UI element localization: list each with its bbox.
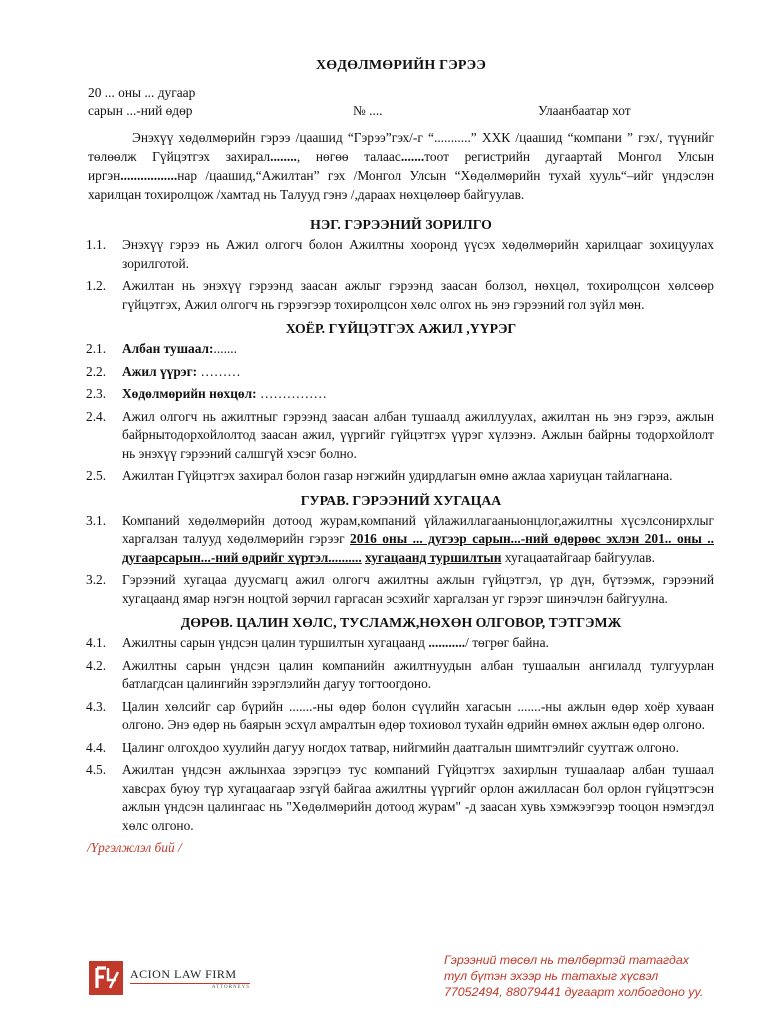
- clause-text: [122, 363, 714, 382]
- intro-paragraph: [88, 128, 714, 204]
- clause-4-1: [86, 634, 714, 653]
- clause-text-part: Ажилтны сарын үндсэн цалин туршилтын хугацаанд: [122, 635, 429, 650]
- clause-text: Цалинг олгохдоо хуулийн дагуу ногдох татвар, нийгмийн даатгалын шимтгэлийг суутгаж олгоно.: [122, 739, 679, 755]
- clause-blank: .......: [213, 341, 237, 356]
- document-title: ХӨДӨЛМӨРИЙН ГЭРЭЭ: [315, 58, 487, 73]
- download-note-line-2: тул бүтэн эхээр нь татахыг хүсвэл: [444, 969, 659, 983]
- clause-text-part: хугацаатайгаар байгуулав.: [501, 549, 655, 565]
- clause-number: 2.5.: [86, 468, 107, 483]
- law-firm-logo-icon: [88, 960, 124, 996]
- download-note-line-1: Гэрээний төсөл нь төлбөртэй татагдах: [444, 953, 689, 967]
- clause-number: 4.3.: [86, 698, 107, 714]
- clause-text: Ажил олгогч нь ажилтныг гэрээнд заасан албан тушаалд ажиллуулах, ажилтан нь энэ гэрээ, ажлын байрнытодорхойлолтод заасан ажил, үүргийг гүйцэтгэх үүрэг хүлээнэ. Ажлын байрны тодорхойлолт нь энэхүү гэрээний салшгүй хэсэг болно.: [122, 408, 714, 461]
- section-1-title: НЭГ. ГЭРЭЭНИЙ ЗОРИЛГО: [310, 217, 492, 232]
- section-3-title: ГУРАВ. ГЭРЭЭНИЙ ХУГАЦАА: [300, 492, 502, 508]
- clause-label: Ажил үүрэг:: [122, 363, 198, 379]
- clause-text: Ажилтан Гүйцэтгэх захирал болон газар нэгжийн удирдлагын өмнө ажлаа хариуцан тайлагнана.: [122, 468, 673, 483]
- download-note-line-3: 77052494, 88079441 дугаарт холбогдоно уу.: [444, 985, 704, 999]
- header-date: сарын ...-ний өдөр: [88, 103, 193, 118]
- clause-2-4: [86, 408, 714, 464]
- clause-number: 4.2.: [86, 657, 107, 673]
- clause-number: 4.4.: [86, 739, 107, 755]
- clause-4-3: [86, 698, 714, 735]
- clause-4-4: [86, 739, 714, 758]
- clause-number: 2.2.: [86, 363, 107, 379]
- clause-blank: ...........: [428, 635, 466, 650]
- clause-text: Ажилтан нь энэхүү гэрээнд заасан ажлыг гэрээнд заасан болзол, нөхцөл, тохиролцсон хөлсөөр гүйцэтгэх, Ажил олгогч нь гэрээгээр тохиролцсон хөлс олгох нь энэ гэрээний гол зүйл мөн.: [122, 278, 714, 312]
- intro-blank-2: .......: [400, 149, 425, 164]
- download-note: [444, 952, 744, 1000]
- clause-number: 2.3.: [86, 386, 107, 401]
- clause-number: 3.1.: [86, 512, 107, 528]
- clause-text: Гэрээний хугацаа дуусмагц ажил олгогч ажилтны ажлын гүйцэтгэл, үр дүн, бүтээмж, гэрээний хугацаанд ямар нэгэн ноцтой зөрчил гаргасан эсэхийг харгалзан уг гэрээг шинэчлэн байгуулна.: [122, 572, 714, 606]
- intro-text-3: тоот регистрийн дугаартай Монгол Улсын иргэн: [88, 149, 714, 183]
- section-2-title: ХОЁР. ГҮЙЦЭТГЭХ АЖИЛ ,ҮҮРЭГ: [285, 321, 517, 336]
- clause-3-2: [86, 571, 714, 608]
- clause-number: 1.2.: [86, 278, 107, 293]
- logo-divider: [130, 983, 250, 984]
- clause-number: 3.2.: [86, 572, 107, 587]
- section-4-title: ДӨРӨВ. ЦАЛИН ХӨЛС, ТУСЛАМЖ,НӨХӨН ОЛГОВОР, ТЭТГЭМЖ: [180, 615, 622, 630]
- intro-blank-1: ........: [270, 149, 297, 164]
- clause-text: [122, 634, 714, 653]
- law-firm-subtitle: ATTORNEYS: [211, 984, 250, 990]
- clause-number: 2.4.: [86, 408, 107, 424]
- clause-probation: хугацаанд туршилтын: [365, 549, 502, 565]
- clause-text: Энэхүү гэрээ нь Ажил олгогч болон Ажилтны хооронд үүсэх хөдөлмөрийн харилцааг зохицуулах зорилготой.: [122, 237, 714, 271]
- clause-4-2: [86, 657, 714, 694]
- clause-4-5: [86, 761, 714, 835]
- header-city: Улаанбаатар хот: [538, 103, 631, 118]
- law-firm-name: ACION LAW FIRM: [130, 966, 237, 981]
- clause-blank: ………: [197, 363, 241, 379]
- clause-text: [122, 385, 714, 404]
- clause-1-2: [86, 277, 714, 314]
- clause-blank: ……………: [256, 386, 327, 401]
- clause-label: Албан тушаал:: [122, 341, 214, 356]
- intro-text-4: нар /цаашид,“Ажилтан” гэх /Монгол Улсын “Хөдөлмөрийн тухай хууль“–ийг үндэслэн харилцан тохиролцож /хамтад нь Талууд гэнэ /,дараах нөхцөлөөр байгуулав.: [88, 168, 714, 202]
- law-firm-logo-text: [130, 967, 250, 990]
- clause-text: Ажилтны сарын үндсэн цалин компанийн ажилтнуудын албан тушаалын ангилалд тулгуурлан батлагдсан цалингийн зэрэглэлийн дагуу тогтоогдоно.: [122, 657, 714, 691]
- clause-2-5: [86, 467, 714, 486]
- clause-text: [122, 512, 714, 568]
- clause-number: 2.1.: [86, 341, 107, 356]
- clause-number: 1.1.: [86, 237, 107, 252]
- clause-period: 2016 оны ... дугээр сарын...-ний өдөрөөс эхлэн 201.. оны .. дугаарсарын...-ний өдрийг хүртэл..........: [122, 531, 714, 565]
- intro-text-1: Энэхүү хөдөлмөрийн гэрээ /цаашид “Гэрээ”гэх/-г “...........” ХХК /цаашид “компани ” гэх/, түүнийг төлөөлж Гүйцэтгэх захирал: [88, 130, 714, 164]
- intro-text-2: , нөгөө талаас: [296, 149, 401, 164]
- clause-2-1: [86, 340, 714, 359]
- clause-number: 4.1.: [86, 635, 107, 650]
- clause-text-part: Компаний хөдөлмөрийн дотоод журам,компаний үйлажиллагааныонцлог,ажилтны хүсэлсонирхлыг харгалзан талууд хөдөлмөрийн гэрээг: [122, 512, 714, 546]
- clause-3-1: [86, 512, 714, 568]
- clause-number: 4.5.: [86, 762, 107, 777]
- clause-label: Хөдөлмөрийн нөхцөл:: [122, 386, 257, 401]
- header-row: [88, 102, 714, 120]
- clause-1-1: [86, 236, 714, 273]
- contract-page: [88, 58, 714, 857]
- clause-text: Цалин хөлсийг сар бүрийн .......-ны өдөр болон сүүлийн хагасын .......-ны ажлын өдөр хоёр хуваан олгоно. Энэ өдөр нь баярын эсхүл амралтын өдөр тохиовол тухайн өдрийн өмнөх ажлын өдөр олгоно.: [122, 698, 714, 732]
- clause-2-2: [86, 363, 714, 382]
- continued-note: /Үргэлжлэл бий /: [87, 840, 182, 855]
- header-year-line: 20 ... оны ... дугаар: [88, 85, 196, 100]
- header-number: № ....: [353, 103, 383, 118]
- clause-2-3: [86, 385, 714, 404]
- clause-text: Ажилтан үндсэн ажлынхаа зэрэгцээ тус компаний Гүйцэтгэх захирлын тушаалаар албан тушаал хавсрах буюу түр хугацаагаар эзгүй байгаа ажилтны үүргийг орлон ажилласан бол орлон гүйцэтгэсэн ажлын үндсэн цалингаас нь "Хөдөлмөрийн дотоод журам" -д заасан хувь хэмжээгээр тооцон нэмэгдэл хөлс олгоно.: [122, 762, 714, 833]
- clause-text-part: / төгрөг байна.: [465, 635, 549, 650]
- intro-blank-3: .................: [120, 168, 178, 183]
- clause-text: [122, 340, 714, 359]
- law-firm-logo: [88, 960, 250, 996]
